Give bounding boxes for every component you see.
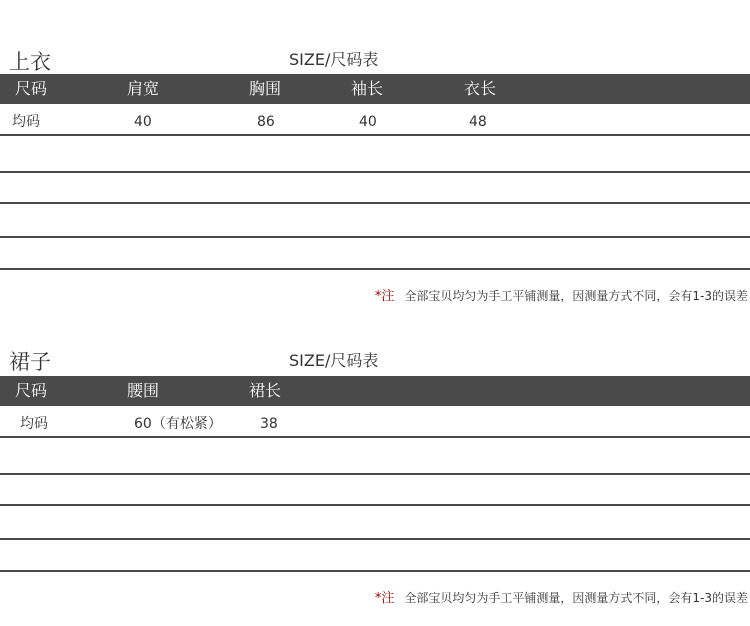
cell-chest: 86 [257,114,275,130]
table-row [0,409,750,439]
table-header [0,376,750,406]
header-waist: 腰围 [127,381,160,400]
note-text: 全部宝贝均匀为手工平铺测量，因测量方式不同，会有1-3的误差 [404,591,748,605]
header-sleeve: 袖长 [351,79,384,98]
header-size: 尺码 [15,381,48,400]
row-divider [0,473,750,475]
row-divider [0,538,750,540]
cell-length: 48 [469,114,487,130]
cell-sleeve: 40 [359,114,377,130]
cell-skirt-length: 38 [260,416,278,432]
header-chest: 胸围 [249,79,282,98]
size-chart-subtitle: SIZE/尺码表 [289,351,379,370]
header-length: 衣长 [464,79,497,98]
row-divider [0,436,750,438]
section-title: 裙子 [9,350,51,374]
row-divider [0,504,750,506]
note-mark: *注 [374,591,395,606]
header-skirt-length: 裙长 [249,381,282,400]
cell-size: 均码 [20,416,48,432]
cell-size: 均码 [12,114,40,130]
header-shoulder: 肩宽 [127,79,160,98]
note-text: 全部宝贝均匀为手工平铺测量，因测量方式不同，会有1-3的误差 [404,289,748,303]
cell-shoulder: 40 [134,114,152,130]
cell-waist: 60（有松紧） [134,416,222,432]
measurement-note [375,587,748,606]
size-chart-subtitle: SIZE/尺码表 [289,50,379,69]
note-mark: *注 [374,289,395,304]
row-divider [0,570,750,572]
section-title: 上衣 [9,50,51,74]
header-size: 尺码 [15,79,48,98]
